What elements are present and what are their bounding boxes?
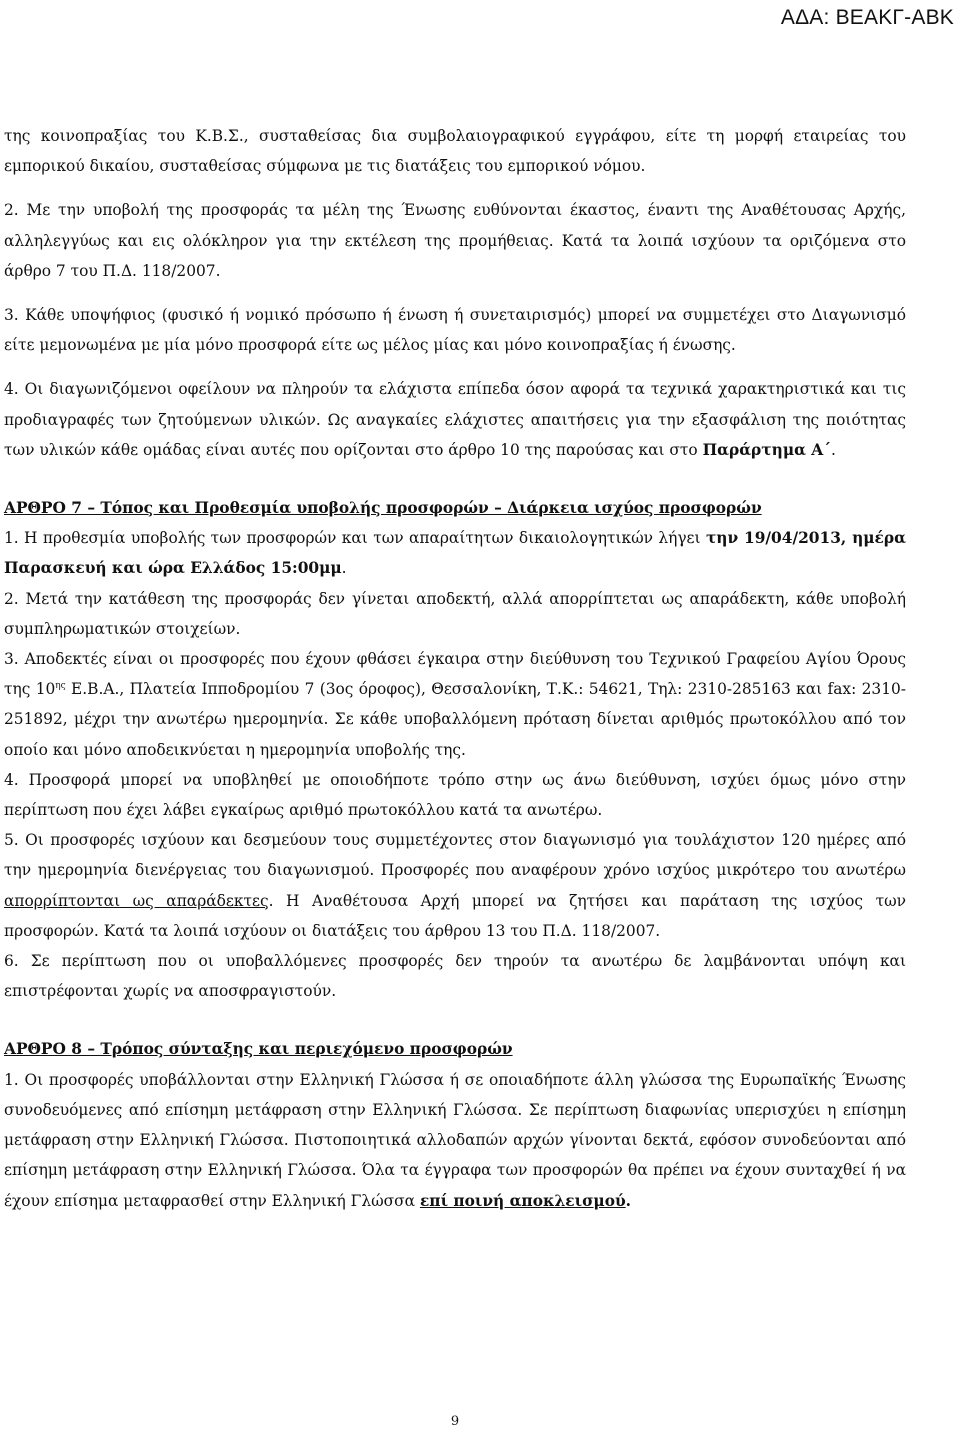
article-7-item-3-text: 3. Αποδεκτές είναι οι προσφορές που έχουν φθάσει έγκαιρα στην διεύθυνση του Τεχνικού Γραφείου Αγίου Όρους της 10	[4, 650, 906, 699]
article-8-item-1	[4, 1065, 906, 1216]
article-7-item-1	[4, 523, 906, 583]
article-7-item-6: 6. Σε περίπτωση που οι υποβαλλόμενες προσφορές δεν τηρούν τα ανωτέρω δε λαμβάνονται υπόψη και επιστρέφονται χωρίς να αποσφραγιστούν.	[4, 952, 906, 1001]
article-7-item-1-text: 1. Η προθεσμία υποβολής των προσφορών και των απαραίτητων δικαιολογητικών λήγει	[4, 529, 706, 548]
intro-paragraph: της κοινοπραξίας του Κ.Β.Σ., συσταθείσας δια συμβολαιογραφικού εγγράφου, είτε τη μορφή εταιρείας του εμπορικού δικαίου, συσταθείσας σύμφωνα με τις διατάξεις του εμπορικού νόμου.	[4, 127, 906, 176]
article-7-heading	[4, 493, 906, 523]
paragraph-3: 3. Κάθε υποψήφιος (φυσικό ή νομικό πρόσωπο ή ένωση ή συνεταιρισμός) μπορεί να συμμετέχει στο Διαγωνισμό είτε μεμονωμένα με μία μόνο προσφορά είτε ως μέλος μίας και μόνο κοινοπραξίας ή ένωσης.	[4, 306, 906, 355]
document-body	[4, 121, 906, 1216]
paragraph-2: 2. Με την υποβολή της προσφοράς τα μέλη της Ένωσης ευθύνονται έκαστος, έναντι της Αναθέτουσας Αρχής, αλληλεγγύως και εις ολόκληρον για την εκτέλεση της προμήθειας. Κατά τα λοιπά ισχύουν τα οριζόμενα στο άρθρο 7 του Π.Δ. 118/2007.	[4, 201, 906, 280]
article-8-item-1-end: .	[625, 1191, 632, 1210]
article-7-item-5	[4, 825, 906, 946]
paragraph-4	[4, 374, 906, 465]
article-8-item-1-text: 1. Οι προσφορές υποβάλλονται στην Ελληνική Γλώσσα ή σε οποιαδήποτε άλλη γλώσσα της Ευρωπαϊκής Ένωσης συνοδευόμενες από επίσημη μετάφραση στην Ελληνική Γλώσσα. Σε περίπτωση διαφωνίας υπερισχύει η επίσημη μετάφραση στην Ελληνική Γλώσσα. Πιστοποιητικά αλλοδαπών αρχών γίνονται δεκτά, εφόσον συνοδεύονται από επίσημη μετάφραση στην Ελληνική Γλώσσα. Όλα τα έγγραφα των προσφορών θα πρέπει να έχουν συνταχθεί ή να έχουν επίσημα μεταφρασθεί στην Ελληνική Γλώσσα	[4, 1070, 906, 1210]
annex-a-reference: Παράρτημα Α΄	[702, 440, 831, 459]
document-header-ada: ΑΔΑ: ΒΕΑΚΓ-ΑΒΚ	[780, 6, 954, 29]
paragraph-4-end: .	[830, 440, 836, 459]
deadline-date: την 19/04/2013, ημέρα Παρασκευή και ώρα Ελλάδος 15:00μμ	[4, 529, 906, 578]
article-7-item-2: 2. Μετά την κατάθεση της προσφοράς δεν γίνεται αποδεκτή, αλλά απορρίπτεται ως απαράδεκτη, κάθε υποβολή συμπληρωματικών στοιχείων.	[4, 589, 906, 638]
rejected-underlined: απορρίπτονται ως απαράδεκτες	[4, 891, 269, 910]
article-7-item-5-text: 5. Οι προσφορές ισχύουν και δεσμεύουν τους συμμετέχοντες στον διαγωνισμό για τουλάχιστον 120 ημέρες από την ημερομηνία διενέργειας του διαγωνισμού. Προσφορές που αναφέρουν χρόνο ισχύος μικρότερο του ανωτέρω	[4, 831, 906, 880]
ordinal-superscript: ης	[55, 681, 66, 692]
page-number: 9	[450, 1414, 460, 1429]
article-7-item-4: 4. Προσφορά μπορεί να υποβληθεί με οποιοδήποτε τρόπο στην ως άνω διεύθυνση, ισχύει όμως μόνο στην περίπτωση που έχει λάβει εγκαίρως αριθμό πρωτοκόλλου κατά τα ανωτέρω.	[4, 770, 906, 820]
article-7-item-5-rest: . Η Αναθέτουσα Αρχή μπορεί να ζητήσει και παράταση της ισχύος των προσφορών. Κατά τα λοιπά ισχύουν οι διατάξεις του άρθρου 13 του Π.Δ. 118/2007.	[4, 891, 906, 940]
article-7-item-3	[4, 644, 906, 765]
article-8-heading	[4, 1034, 906, 1064]
article-7-item-3-rest: Ε.Β.Α., Πλατεία Ιπποδρομίου 7 (3ος όροφος), Θεσσαλονίκη, Τ.Κ.: 54621, Τηλ: 2310-285163 και fax: 2310-251892, μέχρι την ανωτέρω ημερομηνία. Σε κάθε υποβαλλόμενη πρόταση δίνεται αριθμός πρωτοκόλλου από τον οποίο και μόνο αποδεικνύεται η ημερομηνία υποβολής της.	[4, 680, 906, 759]
article-8-heading-text: ΑΡΘΡΟ 8 – Τρόπος σύνταξης και περιεχόμενο προσφορών	[4, 1040, 513, 1059]
paragraph-4-text: 4. Οι διαγωνιζόμενοι οφείλουν να πληρούν τα ελάχιστα επίπεδα όσον αφορά τα τεχνικά χαρακτηριστικά και τις προδιαγραφές των ζητούμενων υλικών. Ως αναγκαίες ελάχιστες απαιτήσεις για την εξασφάλιση της ποιότητας των υλικών κάθε ομάδας είναι αυτές που ορίζονται στο άρθρο 10 της παρούσας και στο	[4, 380, 906, 459]
article-7-item-1-end: .	[341, 559, 347, 578]
article-7-heading-part1: ΑΡΘΡΟ 7 – Τόπος και Προθεσμία υποβολής προσφορών –	[4, 499, 508, 518]
article-7-heading-part2: Διάρκεια ισχύος προσφορών	[507, 499, 762, 518]
exclusion-penalty: επί ποινή αποκλεισμού	[419, 1191, 626, 1210]
